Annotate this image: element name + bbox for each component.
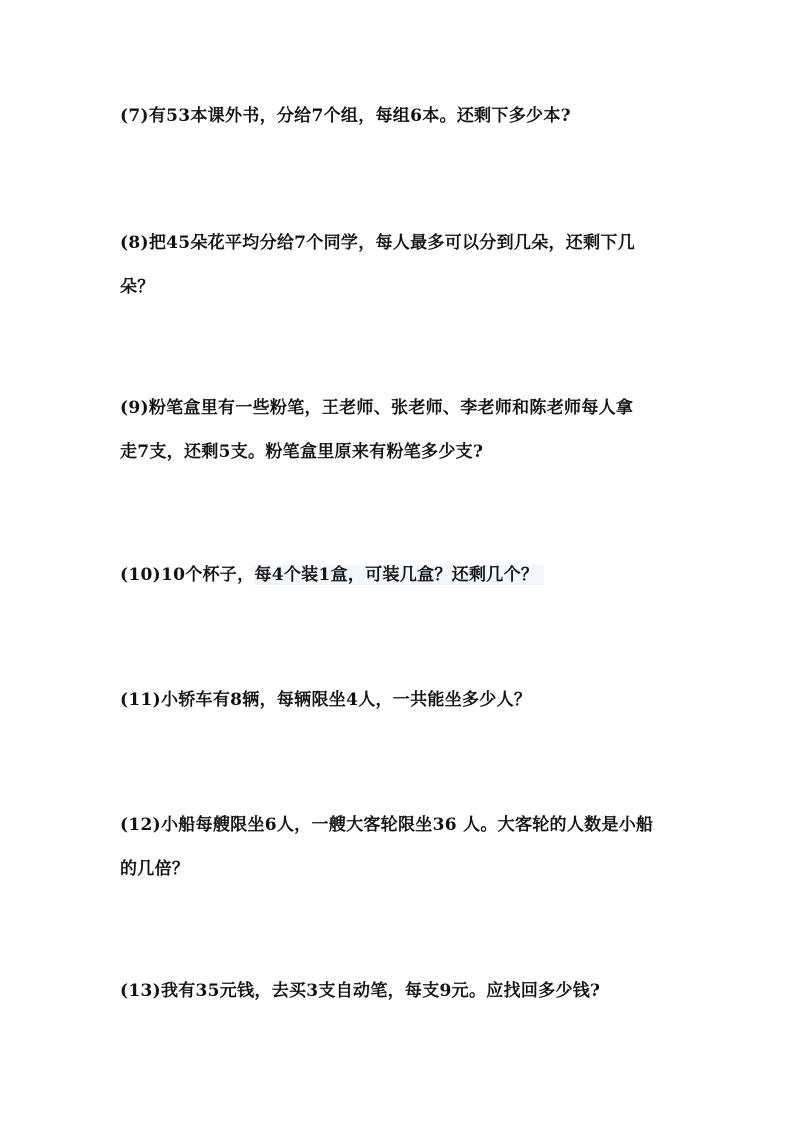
problem-7: [120, 105, 680, 127]
problem-13: [120, 980, 680, 1002]
problem-10: [120, 564, 680, 586]
problem-8-text-line-1: (8)把45朵花平均分给7个同学，每人最多可以分到几朵，还剩下几: [120, 233, 635, 253]
problem-11-text: (11)小轿车有8辆，每辆限坐4人，一共能坐多少人？: [120, 690, 532, 710]
problem-11: [120, 689, 680, 711]
problem-7-text: (7)有53本课外书，分给7个组，每组6本。还剩下多少本?: [120, 106, 571, 126]
problem-12: [120, 814, 680, 880]
problem-9: [120, 397, 680, 463]
problem-10-text-part-2: 每4个装1盒，可装几盒？还剩几个？: [254, 565, 544, 585]
problem-8-text-line-2: 朵？: [120, 277, 155, 297]
problem-9-text-line-1: (9)粉笔盒里有一些粉笔，王老师、张老师、李老师和陈老师每人拿: [120, 398, 634, 418]
problem-9-text-line-2: 走7支，还剩5支。粉笔盒里原来有粉笔多少支?: [120, 442, 484, 462]
problem-12-text-line-2: 的几倍？: [120, 859, 190, 879]
problem-8: [120, 232, 680, 298]
problem-12-text-line-1: (12)小船每艘限坐6人，一艘大客轮限坐36 人。大客轮的人数是小船: [120, 815, 654, 835]
problem-10-text-part-1: (10)10个杯子，: [120, 565, 255, 585]
problem-10-text: [120, 564, 680, 586]
problem-13-text: (13)我有35元钱，去买3支自动笔，每支9元。应找回多少钱?: [120, 981, 601, 1001]
